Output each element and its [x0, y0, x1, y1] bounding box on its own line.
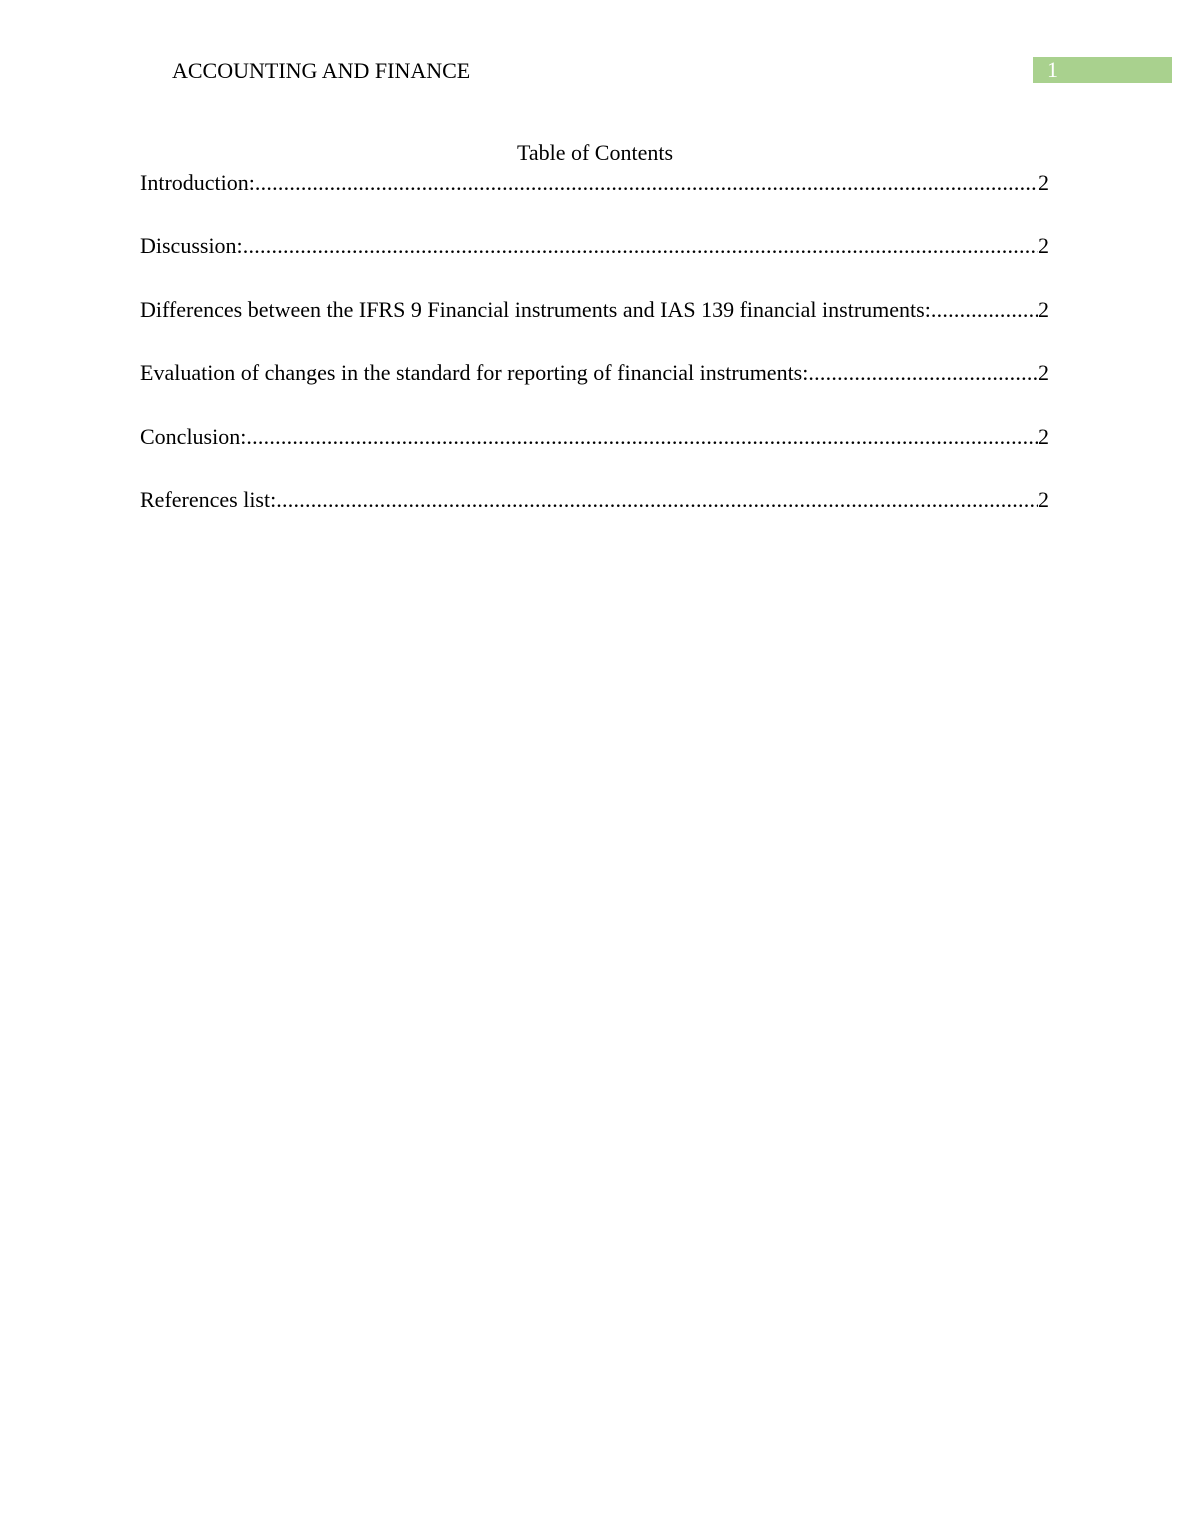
- toc-dot-leader: [243, 232, 1038, 260]
- toc-entry-title: Conclusion:: [140, 423, 247, 449]
- toc-entry-title: Evaluation of changes in the standard for reporting of financial instruments:: [140, 360, 809, 386]
- toc-entry-title: Differences between the IFRS 9 Financial instruments and IAS 139 financial instruments:: [140, 296, 931, 322]
- toc-entry-title: References list:: [140, 486, 277, 512]
- toc-entry-page: 2: [1038, 360, 1049, 386]
- toc-entry-page: 2: [1038, 486, 1049, 512]
- toc-entry-references[interactable]: [140, 486, 1049, 514]
- toc-entry-title: Discussion:: [140, 233, 243, 259]
- running-head: ACCOUNTING AND FINANCE: [172, 58, 471, 83]
- toc-entry-introduction[interactable]: [140, 169, 1049, 197]
- toc-entry-conclusion[interactable]: [140, 423, 1049, 451]
- toc-entry-differences[interactable]: [140, 296, 1049, 324]
- toc-entry-page: 2: [1038, 296, 1049, 322]
- toc-dot-leader: [276, 486, 1038, 514]
- table-of-contents: [140, 169, 1049, 549]
- toc-dot-leader: [808, 359, 1038, 387]
- toc-entry-page: 2: [1038, 170, 1049, 195]
- toc-entry-page: 2: [1038, 233, 1049, 259]
- toc-dot-leader: [246, 423, 1038, 451]
- toc-entry-page: 2: [1038, 423, 1049, 449]
- page-number-badge: 1: [1033, 57, 1172, 83]
- toc-dot-leader: [255, 169, 1038, 197]
- toc-entry-discussion[interactable]: [140, 232, 1049, 260]
- toc-dot-leader: [931, 296, 1038, 324]
- toc-entry-title: Introduction:: [140, 170, 255, 195]
- toc-entry-evaluation[interactable]: [140, 359, 1049, 387]
- toc-heading: Table of Contents: [516, 140, 674, 165]
